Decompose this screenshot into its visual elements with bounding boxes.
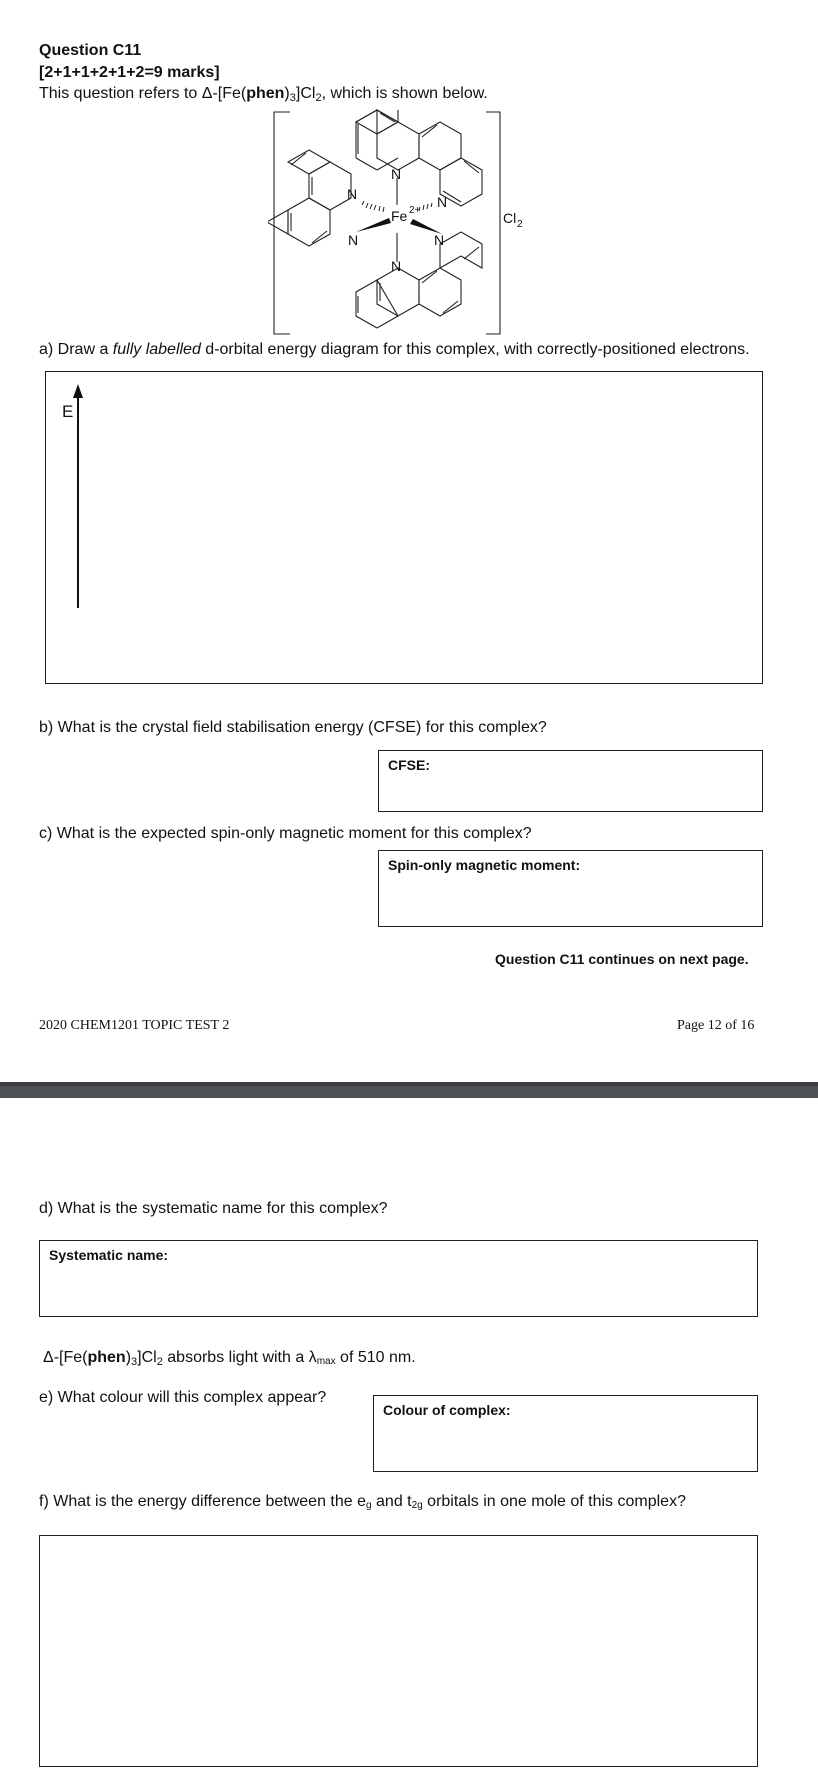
fe-charge-label: 2+ xyxy=(409,205,421,216)
page-separator-edge xyxy=(0,1082,818,1086)
footer-course: 2020 CHEM1201 TOPIC TEST 2 xyxy=(39,1018,230,1033)
complex-structure-diagram xyxy=(268,106,538,336)
counter-ion-subscript: 2 xyxy=(517,219,523,230)
cfse-answer-box[interactable] xyxy=(378,750,763,812)
left-phen-ligand xyxy=(268,150,351,246)
marks-allocation: [2+1+1+2+1+2=9 marks] xyxy=(39,64,220,81)
part-d-question: d) What is the systematic name for this complex? xyxy=(39,1200,388,1217)
magnetic-moment-answer-box[interactable] xyxy=(378,850,763,927)
top-phen-ligand xyxy=(356,110,482,206)
systematic-name-answer-box[interactable] xyxy=(39,1240,758,1317)
magnetic-moment-label: Spin-only magnetic moment: xyxy=(388,857,581,873)
colour-answer-box[interactable] xyxy=(373,1395,758,1472)
part-f-question: f) What is the energy difference between the eg and t2g orbitals in one mole of this complex? xyxy=(39,1493,686,1511)
n-atom-label: N xyxy=(434,232,445,248)
footer-page-number: Page 12 of 16 xyxy=(677,1018,755,1033)
energy-difference-answer-box[interactable] xyxy=(39,1535,758,1767)
cfse-label: CFSE: xyxy=(388,757,430,773)
n-atom-label: N xyxy=(348,232,359,248)
absorption-statement: $\Delta-[Fe(phen)_3]Cl_2$ absorbs light with a λmax of 510 nm. xyxy=(43,1349,416,1368)
energy-axis-label: E xyxy=(62,402,74,421)
n-atom-label: N xyxy=(437,194,448,210)
n-atom-label: N xyxy=(391,258,402,274)
fe-metal-label: Fe xyxy=(391,208,408,224)
part-a-question: a) Draw a fully labelled d-orbital energy diagram for this complex, with correctly-positioned electrons. xyxy=(39,341,750,358)
continues-note: Question C11 continues on next page. xyxy=(495,951,749,967)
part-c-question: c) What is the expected spin-only magnetic moment for this complex? xyxy=(39,825,532,842)
question-title: Question C11 xyxy=(39,42,142,59)
part-a-answer-box[interactable] xyxy=(45,371,763,684)
systematic-name-label: Systematic name: xyxy=(49,1247,169,1263)
colour-label: Colour of complex: xyxy=(383,1402,511,1418)
part-b-question: b) What is the crystal field stabilisation energy (CFSE) for this complex? xyxy=(39,719,547,736)
energy-axis-arrow xyxy=(72,384,84,610)
part-e-question: e) What colour will this complex appear? xyxy=(39,1389,327,1406)
counter-ion-label: Cl xyxy=(503,210,517,226)
question-intro: This question refers to $\Delta-[Fe(phen)_3]Cl_2$, which is shown below. xyxy=(39,85,488,104)
n-atom-label: N xyxy=(391,166,402,182)
right-bracket xyxy=(486,112,500,334)
bottom-phen-ligand xyxy=(356,232,482,328)
n-atom-label: N xyxy=(347,186,358,202)
